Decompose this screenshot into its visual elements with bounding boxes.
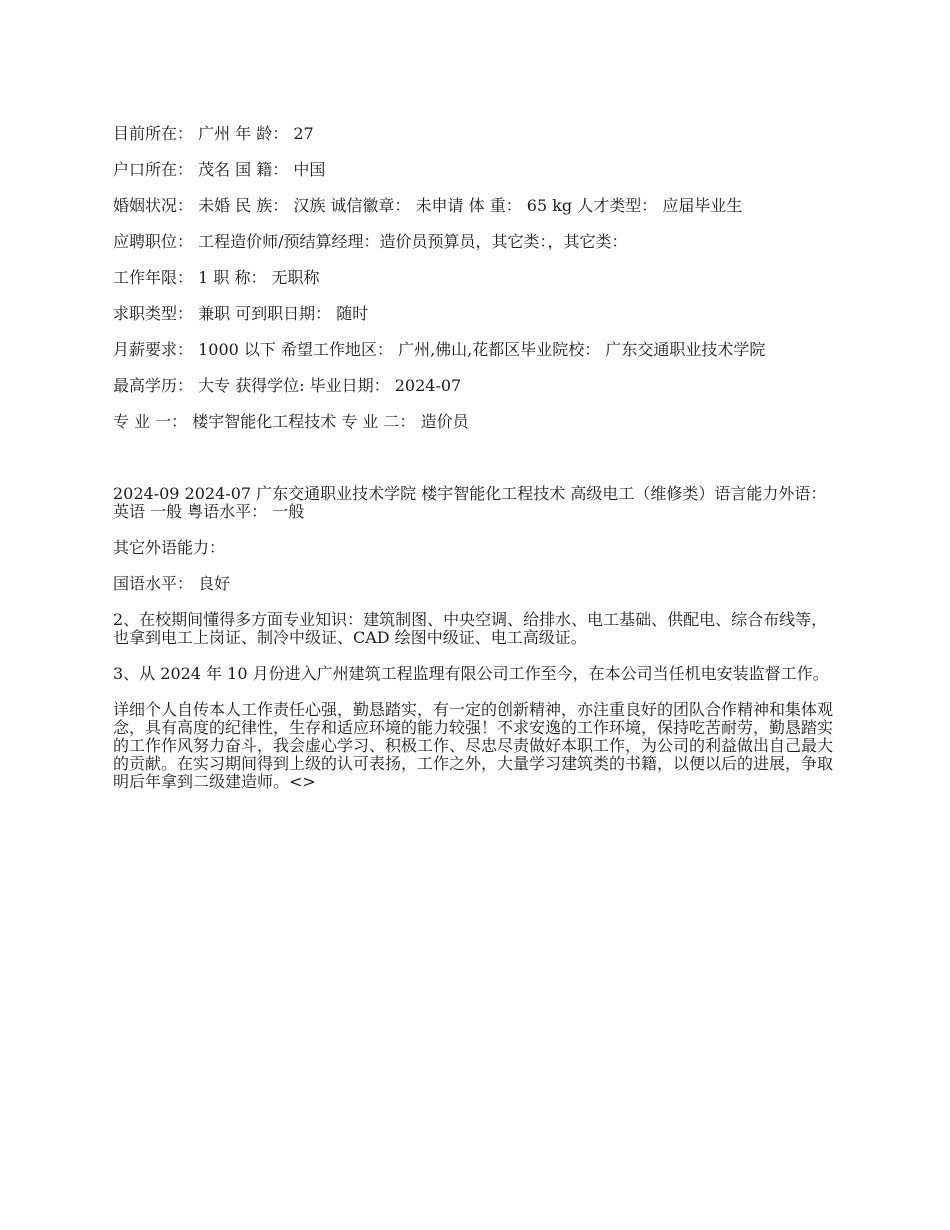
line-location-age: 目前所在： 广州 年 龄： 27 — [113, 124, 314, 143]
paragraph-education-language: 2024-09 2024-07 广东交通职业技术学院 楼宇智能化工程技术 高级电工（维修类）语言能力外语： 英语 一般 粤语水平： 一般 — [113, 484, 827, 521]
line-salary-requirement: 月薪要求： 1000 以下 希望工作地区： 广州,佛山,花都区毕业院校： 广东交通职业技术学院 — [113, 340, 766, 359]
line-job-type: 求职类型： 兼职 可到职日期： 随时 — [113, 304, 369, 323]
line-education: 最高学历： 大专 获得学位: 毕业日期： 2024-07 — [113, 376, 462, 395]
paragraph-mandarin-level: 国语水平： 良好 — [113, 574, 231, 593]
paragraph-work-experience: 3、从 2024 年 10 月份进入广州建筑工程监理有限公司工作至今，在本公司当任机电安装监督工作。 — [113, 664, 829, 683]
line-work-years: 工作年限： 1 职 称： 无职称 — [113, 268, 320, 287]
line-majors: 专 业 一： 楼宇智能化工程技术 专 业 二： 造价员 — [113, 412, 469, 431]
document-page — [113, 125, 838, 809]
paragraph-knowledge: 2、在校期间懂得多方面专业知识：建筑制图、中央空调、给排水、电工基础、供配电、综合布线等，也拿到电工上岗证、制冷中级证、CAD 绘图中级证、电工高级证。 — [113, 610, 828, 647]
line-hukou-nationality: 户口所在： 茂名 国 籍： 中国 — [113, 160, 326, 179]
paragraph-other-languages: 其它外语能力： — [113, 538, 226, 557]
line-marital-status: 婚姻状况： 未婚 民 族： 汉族 诚信徽章： 未申请 体 重： 65 kg 人才类型： 应届毕业生 — [113, 196, 743, 215]
line-desired-position: 应聘职位： 工程造价师/预结算经理：造价员预算员，其它类：，其它类： — [113, 232, 628, 251]
paragraph-self-description: 详细个人自传本人工作责任心强，勤恳踏实，有一定的创新精神，亦注重良好的团队合作精神和集体观念，具有高度的纪律性，生存和适应环境的能力较强！不求安逸的工作环境，保持吃苦耐劳，勤恳踏实的工作作风努力奋斗，我会虚心学习、积极工作、尽忠尽责做好本职工作，为公司的利益做出自己最大的贡献。在实习期间得到上级的认可表扬，工作之外，大量学习建筑类的书籍，以便以后的进展，争取明后年拿到二级建造师。<> — [113, 700, 834, 791]
